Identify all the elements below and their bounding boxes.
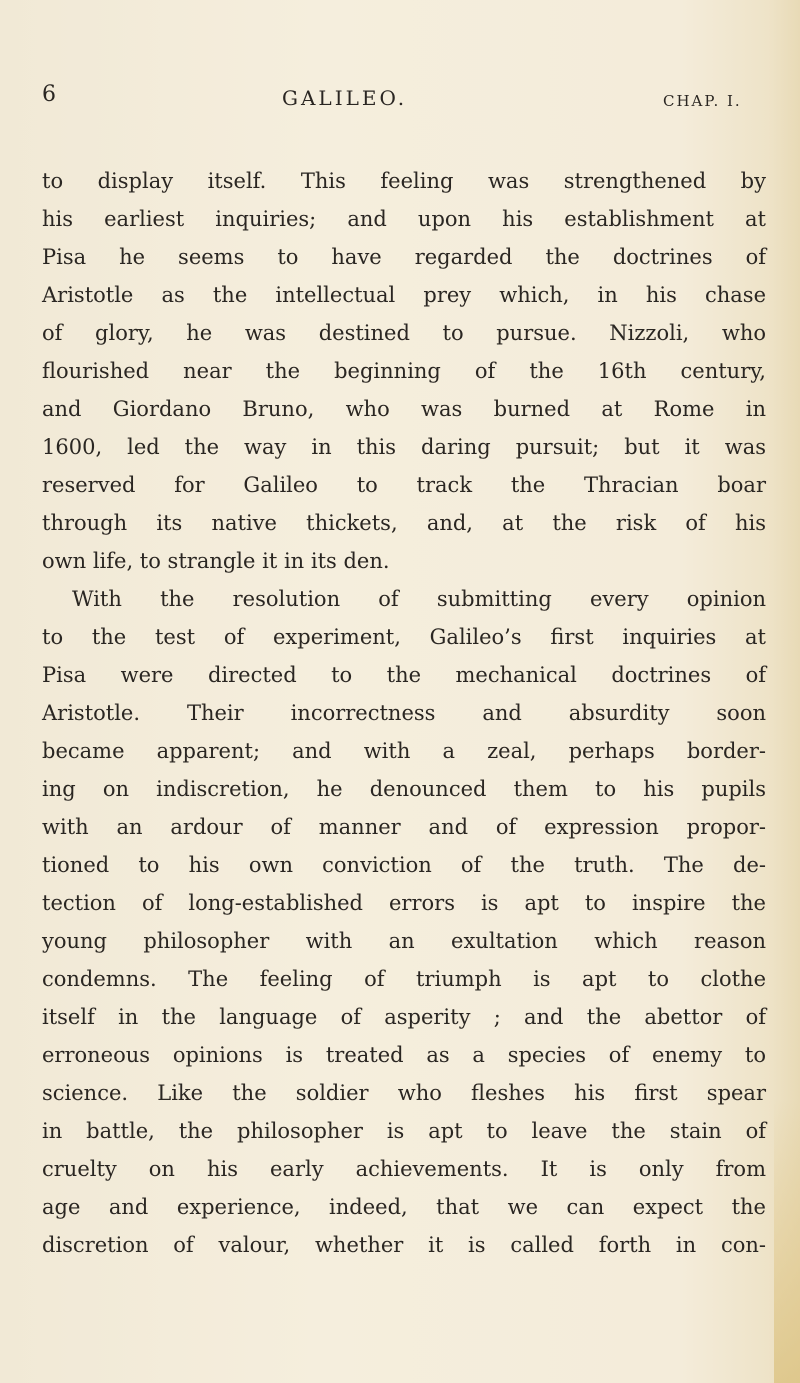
text-line: discretion of valour, whether it is called forth in con- [42,1233,766,1257]
text-line: erroneous opinions is treated as a species of enemy to [42,1043,766,1067]
text-line: his earliest inquiries; and upon his establishment at [42,207,766,231]
text-line: young philosopher with an exultation which reason [42,929,766,953]
text-line: of glory, he was destined to pursue. Nizzoli, who [42,321,766,345]
text-line: Pisa he seems to have regarded the doctrines of [42,245,766,269]
text-line: and Giordano Bruno, who was burned at Rome in [42,397,766,421]
text-line: Aristotle. Their incorrectness and absurdity soon [42,701,766,725]
text-line: in battle, the philosopher is apt to leave the stain of [42,1119,766,1143]
text-line: to display itself. This feeling was strengthened by [42,169,766,193]
paragraph-end-line: own life, to strangle it in its den. [42,549,390,573]
text-line: through its native thickets, and, at the risk of his [42,511,766,535]
text-line: condemns. The feeling of triumph is apt to clothe [42,967,766,991]
text-line: science. Like the soldier who fleshes his first spear [42,1081,766,1105]
running-title: GALILEO. [282,86,408,110]
text-line: flourished near the beginning of the 16th century, [42,359,766,383]
text-line: age and experience, indeed, that we can expect the [42,1195,766,1219]
paragraph-start-line: With the resolution of submitting every opinion [72,587,766,611]
text-line: Aristotle as the intellectual prey which, in his chase [42,283,766,307]
body-text [42,162,766,1264]
text-line: ing on indiscretion, he denounced them to his pupils [42,777,766,801]
text-line: tioned to his own conviction of the truth. The de- [42,853,766,877]
running-header [42,82,762,122]
text-line: reserved for Galileo to track the Thracian boar [42,473,766,497]
chapter-label: CHAP. I. [663,92,742,110]
text-line: became apparent; and with a zeal, perhaps border- [42,739,766,763]
text-line: cruelty on his early achievements. It is only from [42,1157,766,1181]
text-line: with an ardour of manner and of expression propor- [42,815,766,839]
page-edge-stain [774,1100,800,1383]
page-number: 6 [42,82,57,107]
text-line: itself in the language of asperity ; and the abettor of [42,1005,766,1029]
text-line: tection of long-established errors is apt to inspire the [42,891,766,915]
text-line: 1600, led the way in this daring pursuit; but it was [42,435,766,459]
text-line: to the test of experiment, Galileo’s first inquiries at [42,625,766,649]
text-line: Pisa were directed to the mechanical doctrines of [42,663,766,687]
